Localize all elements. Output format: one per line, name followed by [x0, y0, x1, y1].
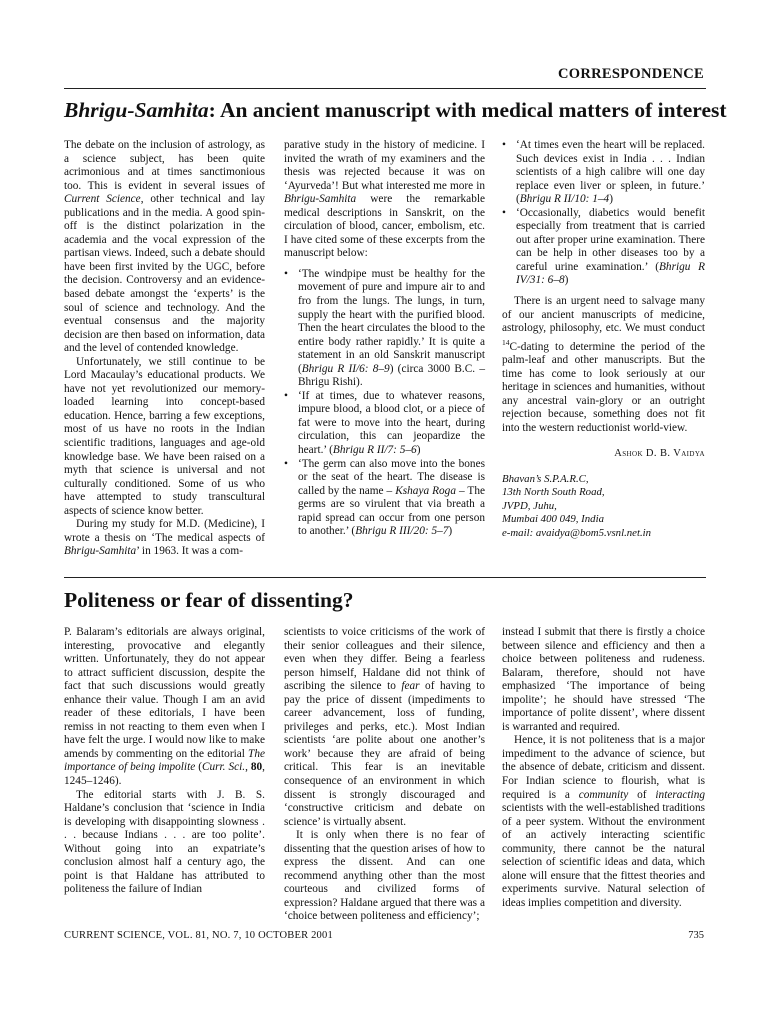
article1-column-3 [502, 139, 705, 541]
excerpt-item: • ‘The germ can also move into the bones or the seat of the heart. The disease is called by the name – Kshaya Roga – The germs are so virulent that via breath a rapid spread can occur from one person to another.’ (Bhrigu R III/20: 5–7) [284, 457, 485, 538]
excerpt-list-continued [502, 139, 705, 288]
excerpt-item: • ‘At times even the heart will be replaced. Such devices exist in India . . . Indian scientists of a high calibre will one day replace even liver or spleen, in future.’ (Bhrigu R II/10: 1–4) [502, 139, 705, 206]
article2-paragraph-2: The editorial starts with J. B. S. Haldane’s conclusion that ‘science in India is developing with disappointing slowness . . . because Indians . . . are too polite’. Without going into an expatriate’s conclusion almost half a century ago, the point is that Haldane has attributed to politeness the failure of Indian [64, 788, 265, 896]
article2-column-1 [64, 626, 265, 897]
journal-name: Current Science [64, 193, 141, 206]
article1-paragraph-3: During my study for M.D. (Medicine), I wrote a thesis on ‘The medical aspects of Bhrigu-Samhita’ in 1963. It was a com- [64, 518, 265, 558]
page-number: 735 [688, 930, 704, 941]
article-separator-rule [64, 577, 706, 578]
excerpt-item: • ‘The windpipe must be healthy for the movement of pure and impure air to and fro from the lungs. The lungs, in turn, supply the heart with the purified blood. Then the heart circulates the blood to the entire body rather rapidly.’ It is quite a statement in an old Sanskrit manuscript (Bhrigu R II/6: 8–9) (circa 3000 B.C. – Bhrigu Rishi). [284, 267, 485, 389]
header-rule [64, 88, 706, 89]
article2-paragraph-5: instead I submit that there is firstly a choice between silence and efficiency and then a choice between politeness and rudeness. Balaram, therefore, should not have emphasized ‘The importance of being impolite’; he should have stressed ‘The importance of polite dissent’, where dissent is warranted and required. [502, 626, 705, 733]
article1-paragraph-4: parative study in the history of medicine. I invited the wrath of my examiners and the thesis was rejected because it was on ‘Ayurveda’! But what interested me more in Bhrigu-Samhita were the remarkable medical descriptions in Sanskrit, on the circulation of blood, cancer, embolism, etc. I have cited some of these excerpts from the manuscript below: [284, 139, 485, 260]
section-label: CORRESPONDENCE [558, 66, 704, 82]
article1-column-2 [284, 139, 485, 539]
article1-paragraph-1: The debate on the inclusion of astrology, as a science subject, has been quite acrimonious and at times sanctimonious too. This is evident in several issues of Current Science, other technical and lay publications and in the media. A good spin-off is the distinct polarization in the academia and the vocal expression of the partisan views. Indeed, such a debate should have been first invited by the UGC, before the decision. Controversy and an evidence-based debate amongst the ‘experts’ is the soul of science and technology. And the eventual consensus and the majority decision are then based on information, data and the level of contended knowledge. [64, 139, 265, 355]
author-email[interactable]: e-mail: avaidya@bom5.vsnl.net.in [502, 526, 652, 539]
article1-title [64, 98, 727, 123]
excerpt-item: • ‘Occasionally, diabetics would benefit especially from treatment that is carried out after proper urine examination. There can be help in other diseases too by a careful urine examination.’ (Bhrigu R IV/31: 6–8) [502, 206, 705, 287]
author-address: Bhavan’s S.P.A.R.C, 13th North South Road, JVPD, Juhu, Mumbai 400 049, India e-mail: avaidya@bom5.vsnl.net.in [502, 473, 705, 541]
article2-paragraph-4: It is only when there is no fear of dissenting that the question arises of how to express the dissent. And can one recommend anything other than the most courteous and civilized forms of expression? Haldane argued that there was a ‘choice between politeness and efficiency’; [284, 829, 485, 923]
article2-column-2 [284, 626, 485, 924]
article1-paragraph-2: Unfortunately, we still continue to be Lord Macaulay’s educational products. We have not yet revolutionized our memory-loaded learning into concept-based education. Hence, barring a few exceptions, most of us have no roots in the Indian scientific traditions, languages and age-old knowledge base. We have been raised on a myth that science is universal and not culturally conditioned. Some of us who have attempted to study transcultural aspects of science know better. [64, 355, 265, 517]
article2-paragraph-1: P. Balaram’s editorials are always original, interesting, provocative and elegantly written. Unfortunately, they do not appear to attract sufficient discussion, despite the fact that such discussions would greatly enhance their value. Though I am an avid reader of these editorials, I have been remiss in not reacting to them even when I have felt the urge. I would now like to make amends by commenting on the editorial The importance of being impolite (Curr. Sci., 80, 1245–1246). [64, 626, 265, 788]
excerpt-list [284, 268, 485, 539]
article1-paragraph-5: There is an urgent need to salvage many of our ancient manuscripts of medicine, astrology, philosophy, etc. We must conduct $^{14}$C-dating to determine the period of the palm-leaf and other manuscripts. But the time has come to look seriously at our heritage in sciences and humanities, without any ancestral vain-glory or an outright rejection because, something does not fit into the western reductionist world-view. [502, 295, 705, 434]
article1-column-1 [64, 139, 265, 559]
article2-column-3 [502, 626, 705, 910]
article2-paragraph-6: Hence, it is not politeness that is a major impediment to the advance of science, but the absence of debate, criticism and dissent. For Indian science to flourish, what is required is a community of interacting scientists with the well-established traditions of a peer system. Without the environment of an actively interacting scientific community, there cannot be the natural selection of scientific ideas and data, which alone will ensure that the fittest theories and experiments survive. Natural selection of ideas implies competition and diversity. [502, 734, 705, 909]
article1-title-italic: Bhrigu-Samhita [64, 98, 209, 122]
author-name: Ashok D. B. Vaidya [614, 448, 705, 460]
article1-title-rest: : An ancient manuscript with medical matters of interest [208, 98, 727, 122]
journal-citation-footer: CURRENT SCIENCE, VOL. 81, NO. 7, 10 OCTOBER 2001 [64, 930, 333, 941]
excerpt-item: • ‘If at times, due to whatever reasons, impure blood, a blood clot, or a piece of fat were to move into the heart, during circulation, this can jeopardize the heart.’ (Bhrigu R II/7: 5–6) [284, 389, 485, 457]
article2-paragraph-3: scientists to voice criticisms of the work of their senior colleagues and their silence, even when they differ. Being a fearless person himself, Haldane did not think of ascribing the silence to fear of having to pay the price of dissent (impediments to career advancement, loss of funding, privileges and perks, etc.). Most Indian scientists ‘are polite about one another’s work’ because they are afraid of being critical. This fear is an inevitable consequence of an environment in which dissent is strongly discouraged and ‘constructive criticism and debate on science’ is virtually absent. [284, 626, 485, 828]
article2-title: Politeness or fear of dissenting? [64, 588, 354, 612]
